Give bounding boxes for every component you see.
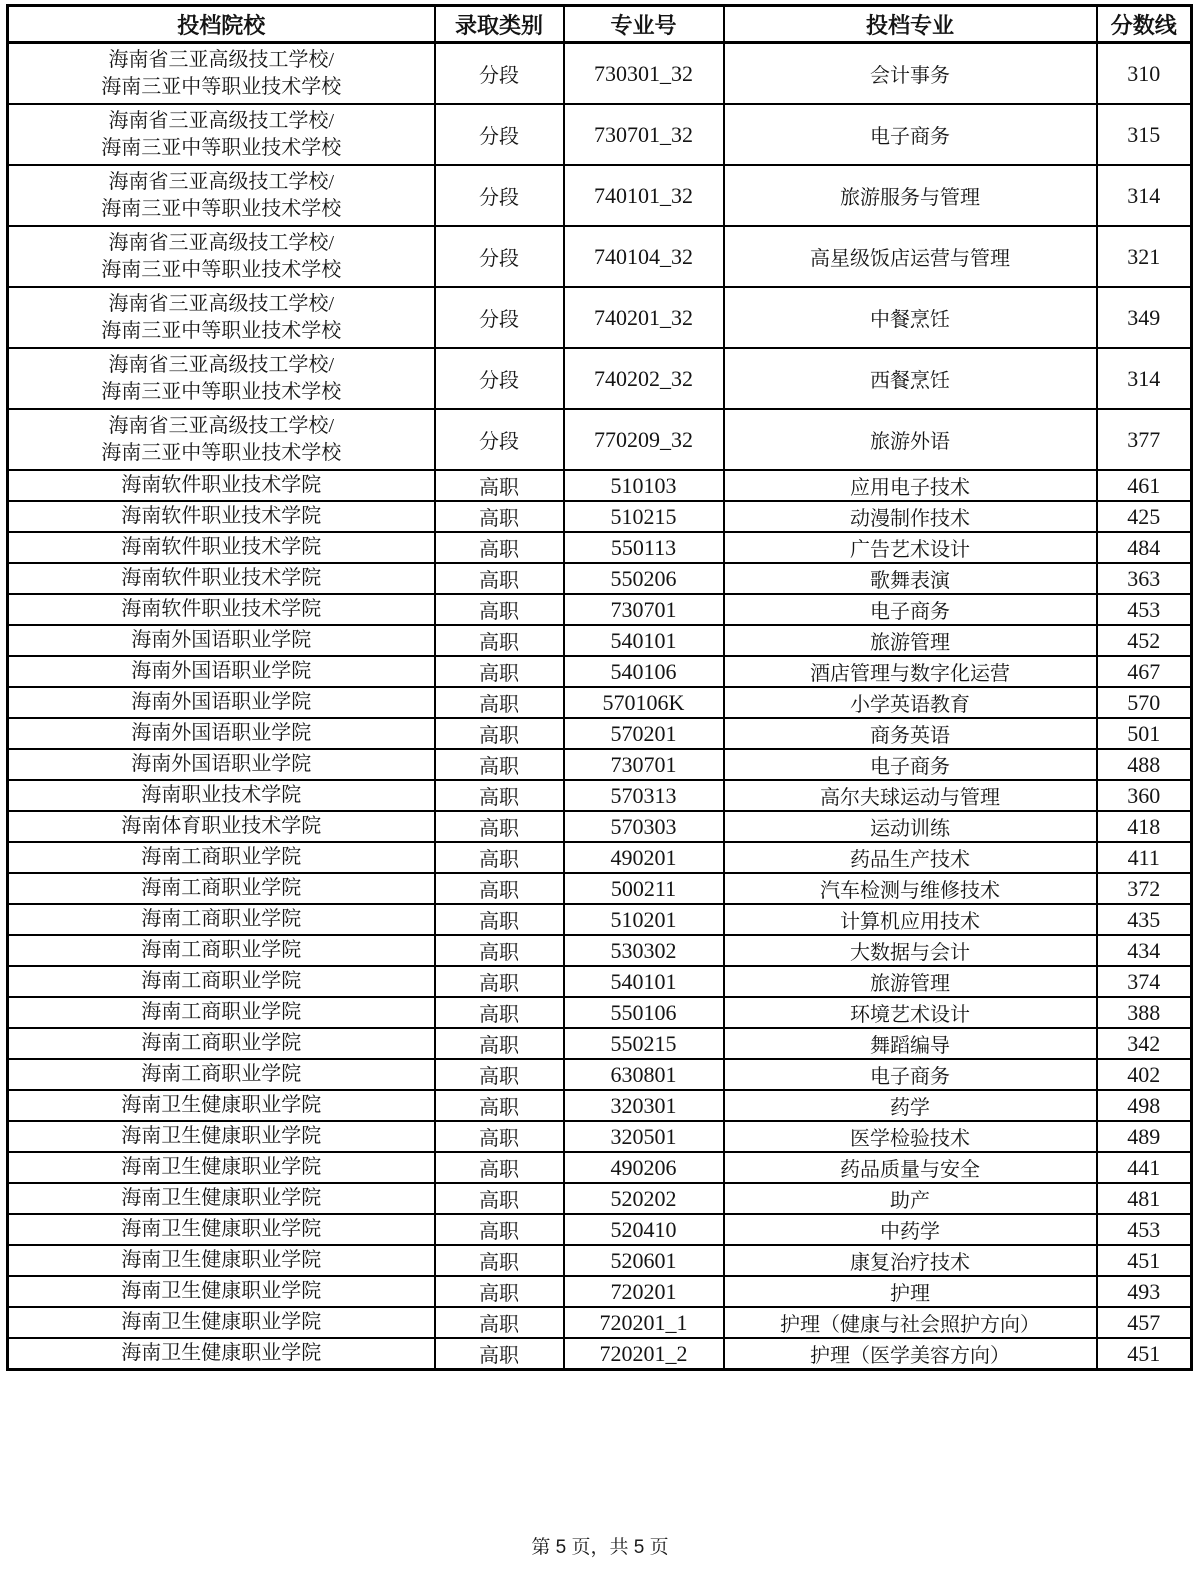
- major-no-cell: 740201_32: [564, 287, 724, 348]
- score-cell: 425: [1097, 501, 1192, 532]
- school-name-line2: 海南三亚中等职业技术学校: [101, 441, 342, 464]
- school-cell: [8, 842, 435, 873]
- score-cell: 310: [1097, 43, 1192, 105]
- table-row: [8, 780, 1192, 811]
- major-cell: 中药学: [724, 1214, 1097, 1245]
- school-name: 海南工商职业学院: [141, 908, 302, 930]
- major-cell: 助产: [724, 1183, 1097, 1214]
- school-name: 海南卫生健康职业学院: [121, 1311, 322, 1333]
- score-cell: 452: [1097, 625, 1192, 656]
- major-no-cell: 320301: [564, 1090, 724, 1121]
- school-cell: [8, 780, 435, 811]
- major-cell: 广告艺术设计: [724, 532, 1097, 563]
- school-cell: [8, 532, 435, 563]
- category-cell: 高职: [435, 1214, 564, 1245]
- major-cell: 西餐烹饪: [724, 348, 1097, 409]
- school-cell: [8, 873, 435, 904]
- table-row: [8, 165, 1192, 226]
- school-cell: [8, 1152, 435, 1183]
- col-header-major: 投档专业: [724, 6, 1097, 43]
- school-name: 海南卫生健康职业学院: [121, 1125, 322, 1147]
- major-cell: 护理（健康与社会照护方向）: [724, 1307, 1097, 1338]
- school-cell: [8, 1183, 435, 1214]
- category-cell: 高职: [435, 873, 564, 904]
- school-name: 海南卫生健康职业学院: [121, 1187, 322, 1209]
- school-cell: [8, 226, 435, 287]
- school-cell: [8, 287, 435, 348]
- major-cell: 小学英语教育: [724, 687, 1097, 718]
- school-cell: [8, 1276, 435, 1307]
- table-row: [8, 687, 1192, 718]
- category-cell: 高职: [435, 780, 564, 811]
- table-row: [8, 532, 1192, 563]
- category-cell: 高职: [435, 1307, 564, 1338]
- school-name: 海南省三亚高级技工学校/: [108, 48, 335, 71]
- major-cell: 电子商务: [724, 104, 1097, 165]
- category-cell: 高职: [435, 1090, 564, 1121]
- school-name: 海南工商职业学院: [141, 970, 302, 992]
- school-name: 海南职业技术学院: [141, 784, 302, 806]
- category-cell: 高职: [435, 1059, 564, 1090]
- major-cell: 应用电子技术: [724, 470, 1097, 501]
- school-cell: [8, 1214, 435, 1245]
- col-header-category: 录取类别: [435, 6, 564, 43]
- category-cell: 高职: [435, 656, 564, 687]
- table-row: [8, 1152, 1192, 1183]
- school-name: 海南省三亚高级技工学校/: [108, 231, 335, 254]
- school-name: 海南软件职业技术学院: [121, 474, 322, 496]
- major-cell: 高星级饭店运营与管理: [724, 226, 1097, 287]
- score-cell: 570: [1097, 687, 1192, 718]
- table-header: [8, 6, 1192, 43]
- table-row: [8, 656, 1192, 687]
- score-cell: 481: [1097, 1183, 1192, 1214]
- school-name-line2: 海南三亚中等职业技术学校: [101, 319, 342, 342]
- score-cell: 501: [1097, 718, 1192, 749]
- table-row: [8, 1245, 1192, 1276]
- table-row: [8, 1183, 1192, 1214]
- school-name: 海南省三亚高级技工学校/: [108, 353, 335, 376]
- category-cell: 高职: [435, 1028, 564, 1059]
- score-cell: 321: [1097, 226, 1192, 287]
- school-cell: [8, 165, 435, 226]
- major-cell: 旅游管理: [724, 625, 1097, 656]
- major-no-cell: 520202: [564, 1183, 724, 1214]
- score-cell: 411: [1097, 842, 1192, 873]
- table-row: [8, 1028, 1192, 1059]
- category-cell: 高职: [435, 811, 564, 842]
- category-cell: 分段: [435, 409, 564, 470]
- table-row: [8, 348, 1192, 409]
- category-cell: 高职: [435, 470, 564, 501]
- major-cell: 中餐烹饪: [724, 287, 1097, 348]
- category-cell: 高职: [435, 749, 564, 780]
- major-no-cell: 510215: [564, 501, 724, 532]
- score-cell: 402: [1097, 1059, 1192, 1090]
- school-name-line2: 海南三亚中等职业技术学校: [101, 136, 342, 159]
- category-cell: 高职: [435, 966, 564, 997]
- table-row: [8, 935, 1192, 966]
- school-cell: [8, 718, 435, 749]
- school-cell: [8, 687, 435, 718]
- major-no-cell: 570303: [564, 811, 724, 842]
- school-cell: [8, 1028, 435, 1059]
- major-cell: 护理（医学美容方向）: [724, 1338, 1097, 1370]
- category-cell: 高职: [435, 1338, 564, 1370]
- major-no-cell: 720201_1: [564, 1307, 724, 1338]
- table-row: [8, 1307, 1192, 1338]
- major-no-cell: 570106K: [564, 687, 724, 718]
- school-cell: [8, 348, 435, 409]
- school-name: 海南卫生健康职业学院: [121, 1342, 322, 1364]
- major-no-cell: 740202_32: [564, 348, 724, 409]
- school-name: 海南工商职业学院: [141, 1032, 302, 1054]
- score-cell: 434: [1097, 935, 1192, 966]
- category-cell: 高职: [435, 718, 564, 749]
- major-cell: 酒店管理与数字化运营: [724, 656, 1097, 687]
- school-name: 海南软件职业技术学院: [121, 536, 322, 558]
- school-cell: [8, 104, 435, 165]
- score-cell: 453: [1097, 594, 1192, 625]
- school-cell: [8, 997, 435, 1028]
- page-number-footer: 第 5 页，共 5 页: [531, 1537, 669, 1558]
- score-cell: 315: [1097, 104, 1192, 165]
- score-cell: 363: [1097, 563, 1192, 594]
- table-row: [8, 226, 1192, 287]
- table-row: [8, 594, 1192, 625]
- major-no-cell: 550113: [564, 532, 724, 563]
- col-header-major-no: 专业号: [564, 6, 724, 43]
- major-cell: 高尔夫球运动与管理: [724, 780, 1097, 811]
- school-name: 海南卫生健康职业学院: [121, 1094, 322, 1116]
- school-name: 海南省三亚高级技工学校/: [108, 414, 335, 437]
- school-cell: [8, 43, 435, 105]
- major-no-cell: 570201: [564, 718, 724, 749]
- score-cell: 377: [1097, 409, 1192, 470]
- score-cell: 441: [1097, 1152, 1192, 1183]
- school-name-line2: 海南三亚中等职业技术学校: [101, 258, 342, 281]
- major-no-cell: 520601: [564, 1245, 724, 1276]
- category-cell: 高职: [435, 904, 564, 935]
- major-cell: 电子商务: [724, 749, 1097, 780]
- school-cell: [8, 1245, 435, 1276]
- school-name: 海南省三亚高级技工学校/: [108, 170, 335, 193]
- score-cell: 484: [1097, 532, 1192, 563]
- table-row: [8, 470, 1192, 501]
- major-cell: 商务英语: [724, 718, 1097, 749]
- major-no-cell: 550215: [564, 1028, 724, 1059]
- school-cell: [8, 1338, 435, 1370]
- school-name-line2: 海南三亚中等职业技术学校: [101, 380, 342, 403]
- table-row: [8, 811, 1192, 842]
- major-no-cell: 630801: [564, 1059, 724, 1090]
- score-cell: 451: [1097, 1245, 1192, 1276]
- major-no-cell: 530302: [564, 935, 724, 966]
- category-cell: 高职: [435, 594, 564, 625]
- major-cell: 运动训练: [724, 811, 1097, 842]
- table-row: [8, 997, 1192, 1028]
- table-body: [8, 43, 1192, 1370]
- school-name: 海南工商职业学院: [141, 1063, 302, 1085]
- school-name: 海南软件职业技术学院: [121, 505, 322, 527]
- major-no-cell: 740101_32: [564, 165, 724, 226]
- school-cell: [8, 1307, 435, 1338]
- major-no-cell: 740104_32: [564, 226, 724, 287]
- category-cell: 高职: [435, 1152, 564, 1183]
- school-name: 海南软件职业技术学院: [121, 567, 322, 589]
- major-no-cell: 570313: [564, 780, 724, 811]
- col-header-score: 分数线: [1097, 6, 1192, 43]
- category-cell: 分段: [435, 43, 564, 105]
- admission-score-table: [6, 4, 1193, 1371]
- category-cell: 分段: [435, 287, 564, 348]
- school-name: 海南卫生健康职业学院: [121, 1218, 322, 1240]
- school-name: 海南外国语职业学院: [131, 629, 312, 651]
- school-name: 海南体育职业技术学院: [121, 815, 322, 837]
- school-cell: [8, 409, 435, 470]
- score-cell: 435: [1097, 904, 1192, 935]
- score-cell: 314: [1097, 348, 1192, 409]
- table-row: [8, 966, 1192, 997]
- score-cell: 498: [1097, 1090, 1192, 1121]
- major-cell: 药学: [724, 1090, 1097, 1121]
- major-cell: 汽车检测与维修技术: [724, 873, 1097, 904]
- table-row: [8, 1276, 1192, 1307]
- major-no-cell: 730701_32: [564, 104, 724, 165]
- school-cell: [8, 656, 435, 687]
- major-no-cell: 730301_32: [564, 43, 724, 105]
- school-cell: [8, 904, 435, 935]
- score-cell: 467: [1097, 656, 1192, 687]
- major-no-cell: 320501: [564, 1121, 724, 1152]
- header-row: [8, 6, 1192, 43]
- major-no-cell: 540101: [564, 966, 724, 997]
- category-cell: 分段: [435, 226, 564, 287]
- score-cell: 489: [1097, 1121, 1192, 1152]
- school-cell: [8, 1090, 435, 1121]
- col-header-school: 投档院校: [8, 6, 435, 43]
- major-no-cell: 490206: [564, 1152, 724, 1183]
- school-name-line2: 海南三亚中等职业技术学校: [101, 197, 342, 220]
- major-cell: 会计事务: [724, 43, 1097, 105]
- major-no-cell: 550206: [564, 563, 724, 594]
- school-name: 海南工商职业学院: [141, 1001, 302, 1023]
- major-cell: 护理: [724, 1276, 1097, 1307]
- major-cell: 歌舞表演: [724, 563, 1097, 594]
- school-cell: [8, 594, 435, 625]
- school-cell: [8, 625, 435, 656]
- table-row: [8, 287, 1192, 348]
- category-cell: 高职: [435, 842, 564, 873]
- school-cell: [8, 1059, 435, 1090]
- school-name: 海南外国语职业学院: [131, 660, 312, 682]
- major-cell: 旅游外语: [724, 409, 1097, 470]
- school-name: 海南卫生健康职业学院: [121, 1249, 322, 1271]
- major-no-cell: 550106: [564, 997, 724, 1028]
- school-cell: [8, 501, 435, 532]
- major-cell: 医学检验技术: [724, 1121, 1097, 1152]
- major-no-cell: 730701: [564, 749, 724, 780]
- major-no-cell: 540106: [564, 656, 724, 687]
- table-row: [8, 409, 1192, 470]
- major-cell: 计算机应用技术: [724, 904, 1097, 935]
- category-cell: 高职: [435, 1276, 564, 1307]
- category-cell: 高职: [435, 532, 564, 563]
- table-row: [8, 1059, 1192, 1090]
- score-cell: 372: [1097, 873, 1192, 904]
- score-cell: 388: [1097, 997, 1192, 1028]
- category-cell: 高职: [435, 501, 564, 532]
- school-cell: [8, 966, 435, 997]
- table-row: [8, 718, 1192, 749]
- school-cell: [8, 1121, 435, 1152]
- category-cell: 高职: [435, 997, 564, 1028]
- school-cell: [8, 749, 435, 780]
- score-cell: 493: [1097, 1276, 1192, 1307]
- major-no-cell: 520410: [564, 1214, 724, 1245]
- score-cell: 451: [1097, 1338, 1192, 1370]
- major-cell: 大数据与会计: [724, 935, 1097, 966]
- score-cell: 488: [1097, 749, 1192, 780]
- major-cell: 康复治疗技术: [724, 1245, 1097, 1276]
- score-cell: 374: [1097, 966, 1192, 997]
- table-row: [8, 104, 1192, 165]
- category-cell: 高职: [435, 1121, 564, 1152]
- category-cell: 高职: [435, 1245, 564, 1276]
- school-name-line2: 海南三亚中等职业技术学校: [101, 75, 342, 98]
- category-cell: 分段: [435, 104, 564, 165]
- school-cell: [8, 811, 435, 842]
- table-row: [8, 563, 1192, 594]
- table-row: [8, 873, 1192, 904]
- table-row: [8, 749, 1192, 780]
- score-cell: 418: [1097, 811, 1192, 842]
- school-cell: [8, 470, 435, 501]
- major-cell: 药品生产技术: [724, 842, 1097, 873]
- school-name: 海南外国语职业学院: [131, 691, 312, 713]
- score-cell: 342: [1097, 1028, 1192, 1059]
- score-cell: 457: [1097, 1307, 1192, 1338]
- table-row: [8, 501, 1192, 532]
- school-name: 海南卫生健康职业学院: [121, 1280, 322, 1302]
- major-no-cell: 490201: [564, 842, 724, 873]
- table-row: [8, 625, 1192, 656]
- school-name: 海南工商职业学院: [141, 846, 302, 868]
- school-name: 海南省三亚高级技工学校/: [108, 292, 335, 315]
- table-row: [8, 1090, 1192, 1121]
- major-cell: 旅游服务与管理: [724, 165, 1097, 226]
- major-cell: 环境艺术设计: [724, 997, 1097, 1028]
- score-cell: 360: [1097, 780, 1192, 811]
- major-no-cell: 540101: [564, 625, 724, 656]
- table-row: [8, 904, 1192, 935]
- major-no-cell: 510201: [564, 904, 724, 935]
- score-cell: 349: [1097, 287, 1192, 348]
- major-cell: 旅游管理: [724, 966, 1097, 997]
- table-row: [8, 1338, 1192, 1370]
- table-row: [8, 842, 1192, 873]
- major-cell: 动漫制作技术: [724, 501, 1097, 532]
- category-cell: 高职: [435, 625, 564, 656]
- table-row: [8, 43, 1192, 105]
- major-cell: 舞蹈编导: [724, 1028, 1097, 1059]
- school-name: 海南工商职业学院: [141, 877, 302, 899]
- major-no-cell: 720201_2: [564, 1338, 724, 1370]
- category-cell: 高职: [435, 687, 564, 718]
- major-cell: 电子商务: [724, 594, 1097, 625]
- school-name: 海南软件职业技术学院: [121, 598, 322, 620]
- major-no-cell: 770209_32: [564, 409, 724, 470]
- score-cell: 461: [1097, 470, 1192, 501]
- category-cell: 高职: [435, 1183, 564, 1214]
- major-cell: 药品质量与安全: [724, 1152, 1097, 1183]
- category-cell: 分段: [435, 348, 564, 409]
- category-cell: 高职: [435, 563, 564, 594]
- major-no-cell: 500211: [564, 873, 724, 904]
- school-name: 海南工商职业学院: [141, 939, 302, 961]
- school-name: 海南外国语职业学院: [131, 753, 312, 775]
- school-name: 海南卫生健康职业学院: [121, 1156, 322, 1178]
- major-no-cell: 730701: [564, 594, 724, 625]
- table-row: [8, 1121, 1192, 1152]
- major-no-cell: 510103: [564, 470, 724, 501]
- school-name: 海南省三亚高级技工学校/: [108, 109, 335, 132]
- school-cell: [8, 563, 435, 594]
- school-cell: [8, 935, 435, 966]
- category-cell: 分段: [435, 165, 564, 226]
- major-no-cell: 720201: [564, 1276, 724, 1307]
- school-name: 海南外国语职业学院: [131, 722, 312, 744]
- table-row: [8, 1214, 1192, 1245]
- score-cell: 314: [1097, 165, 1192, 226]
- major-cell: 电子商务: [724, 1059, 1097, 1090]
- score-cell: 453: [1097, 1214, 1192, 1245]
- category-cell: 高职: [435, 935, 564, 966]
